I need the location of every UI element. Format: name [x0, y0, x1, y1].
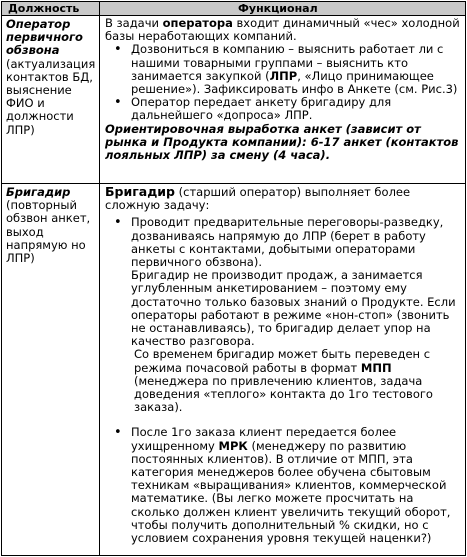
row1-role-note: (актуализация контактов БД, выяснение ФИО и должности ЛПР) [6, 56, 96, 137]
row-divider [2, 183, 465, 184]
row1-role-title: Оператор первичного обзвона [6, 17, 83, 58]
row1-intro: В задачи оператора входит динамичный «чес» холодной базы неработающих компаний. [105, 16, 460, 44]
row2-bullet1-p1: • Проводит предварительные переговоры-разведку, дозваниваясь напрямую до ЛПР (берет в работу анкеты с контактами, добытыми операторами первичного обзвона). [131, 215, 444, 270]
list-item [105, 216, 463, 414]
header-functions: Функционал [238, 2, 318, 15]
row2-bullets [105, 216, 463, 545]
table-header [2, 2, 465, 16]
row1-target: Ориентировочная выработка анкет (зависит от рынка и Продукта компании): 6-17 анкет (контактов лояльных ЛПР) за смену (4 часа). [105, 121, 459, 163]
list-item: • После 1го заказа клиент передается более ухищренному МРК (менеджеру по развитию постоянных клиентов). В отличие от МПП, эта категория менеджеров более обучена сбытовым техникам «выращивания» клиентов, коммерческой математике. (Вы легко можете просчитать на сколько должен клиент увеличить текущий оборот, чтобы получить дополнительный % скидки, но с условием сохранения уровня текущей наценки?) [105, 426, 463, 545]
row2-role-note: (повторный обзвон анкет, выход напрямую но ЛПР) [6, 198, 91, 266]
row2-function-cell [105, 185, 463, 545]
row1-role-cell [6, 18, 98, 137]
list-item: • Оператор передает анкету бригадиру для дальнейшего «допроса» ЛПР. [105, 96, 463, 122]
row2-role-cell [6, 186, 98, 265]
row1-bullets [105, 43, 463, 122]
row1-function-cell [105, 17, 463, 162]
header-position: Должность [8, 2, 80, 15]
row2-role-title: Бригадир [6, 185, 71, 199]
list-item: • Дозвониться в компанию – выяснить работает ли с нашими товарными группами – выяснить кто занимается закупкой (ЛПР, «Лицо принимающее решение»). Зафиксировать инфо в Анкете (см. Рис.3) [105, 43, 463, 96]
row2-bullet1-p2: Бригадир не производит продаж, а занимается углубленным анкетированием – поэтому ему достаточно только базовых знаний о Продукте. Если операторы работают в режиме «нон-стоп» (звонить не останавливаясь), то бригадир делает упор на качество разговора. [131, 268, 456, 349]
row2-bullet1-p3: Со временем бригадир может быть переведен с режима почасовой работы в формат МПП (менеджера по привлечению клиентов, задача доведения «теплого» контакта до 1го тестового заказа). [134, 347, 433, 415]
row2-intro: Бригадир (старший оператор) выполняет более сложную задачу: [105, 184, 411, 213]
column-divider [99, 2, 100, 555]
roles-table [1, 1, 466, 556]
